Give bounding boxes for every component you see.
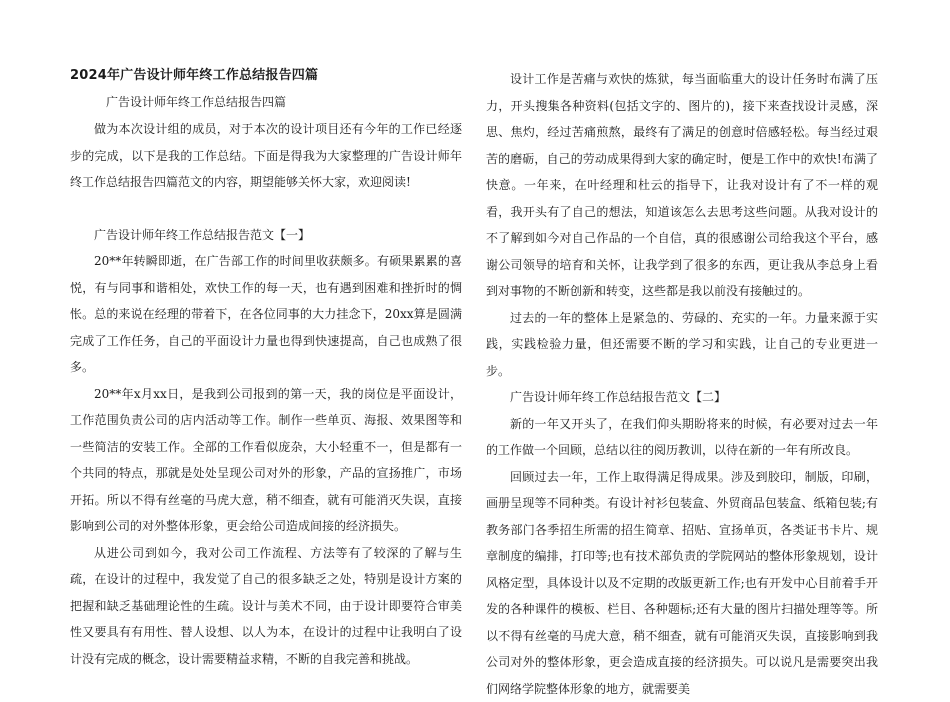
spacer (70, 196, 462, 222)
section2-paragraph-1: 新的一年又开头了，在我们仰头期盼将来的时候，有必要对过去一年的工作做一个回顾，总结以往的阅历教训，以待在新的一年有所改良。 (486, 411, 878, 464)
section1-paragraph-5: 过去的一年的整体上是紧急的、劳碌的、充实的一年。力量来源于实践，实践检验力量，但还需要不断的学习和实践，让自己的专业更进一步。 (486, 305, 878, 385)
section-heading-1: 广告设计师年终工作总结报告范文【一】 (70, 222, 462, 249)
left-column (70, 66, 462, 672)
document-title: 2024年广告设计师年终工作总结报告四篇 (70, 66, 462, 86)
intro-paragraph: 做为本次设计组的成员，对于本次的设计项目还有今年的工作已经逐步的完成，以下是我的工作总结。下面是得我为大家整理的广告设计师年终工作总结报告四篇范文的内容，期望能够关怀大家，欢迎阅读! (70, 116, 462, 196)
section1-paragraph-4: 设计工作是苦痛与欢快的炼狱，每当面临重大的设计任务时布满了压力，开头搜集各种资料(包括文字的、图片的)，接下来查找设计灵感，深思、焦灼，经过苦痛煎熬，最终有了满足的创意时倍感轻松。每当经过艰苦的磨砺，自己的劳动成果得到大家的确定时，便是工作中的欢快!布满了快意。一年来，在叶经理和杜云的指导下，让我对设计有了不一样的观看，我开头有了自己的想法，知道该怎么去思考这些问题。从我对设计的不了解到如今对自己作品的一个自信，真的很感谢公司给我这个平台，感谢公司领导的培育和关怀，让我学到了很多的东西，更让我从李总身上看到对事物的不断创新和转变，这些都是我以前没有接触过的。 (486, 66, 878, 305)
document-subtitle: 广告设计师年终工作总结报告四篇 (70, 92, 462, 112)
section-heading-2: 广告设计师年终工作总结报告范文【二】 (486, 384, 878, 411)
section2-paragraph-2: 回顾过去一年，工作上取得满足得成果。涉及到胶印，制版，印刷，画册呈现等不同种类。有设计衬衫包装盒、外贸商品包装盒、纸箱包装;有教务部门各季招生所需的招生简章、招贴、宣扬单页，各类证书卡片、规章制度的编排，打印等;也有技术部负责的学院网站的整体形象规划，设计风格定型，具体设计以及不定期的改版更新工作;也有开发中心目前着手开发的各种课件的模板、栏目、各种题标;还有大量的图片扫描处理等等。所以不得有丝毫的马虎大意，稍不细查，就有可能消灭失误，直接影响到我公司对外的整体形象，更会造成直接的经济损失。可以说凡是需要突出我们网络学院整体形象的地方，就需要美 (486, 464, 878, 702)
section1-paragraph-2: 20**年x月xx日，是我到公司报到的第一天，我的岗位是平面设计，工作范围负责公司的店内活动等工作。制作一些单页、海报、效果图等和一些简洁的安装工作。全部的工作看似庞杂，大小轻重不一，但是都有一个共同的特点，那就是处处呈现公司对外的形象，产品的宣扬推广，市场开拓。所以不得有丝毫的马虎大意，稍不细查，就有可能消灭失误，直接影响到公司的对外整体形象，更会给公司造成间接的经济损失。 (70, 381, 462, 540)
right-column (486, 66, 878, 702)
section1-paragraph-3: 从进公司到如今，我对公司工作流程、方法等有了较深的了解与生疏，在设计的过程中，我发觉了自己的很多缺乏之处，特别是设计方案的把握和缺乏基础理论性的生疏。设计与美术不同，由于设计即要符合审美性又要具有有用性、替人设想、以人为本，在设计的过程中让我明白了设计没有完成的概念，设计需要精益求精，不断的自我完善和挑战。 (70, 540, 462, 673)
section1-paragraph-1: 20**年转瞬即逝，在广告部工作的时间里收获颇多。有硕果累累的喜悦，有与同事和谐相处，欢快工作的每一天，也有遇到困难和挫折时的惆怅。总的来说在经理的带着下，在各位同事的大力挂念下，20xx算是圆满完成了工作任务，自己的平面设计力量也得到快速提高，自己也成熟了很多。 (70, 248, 462, 381)
